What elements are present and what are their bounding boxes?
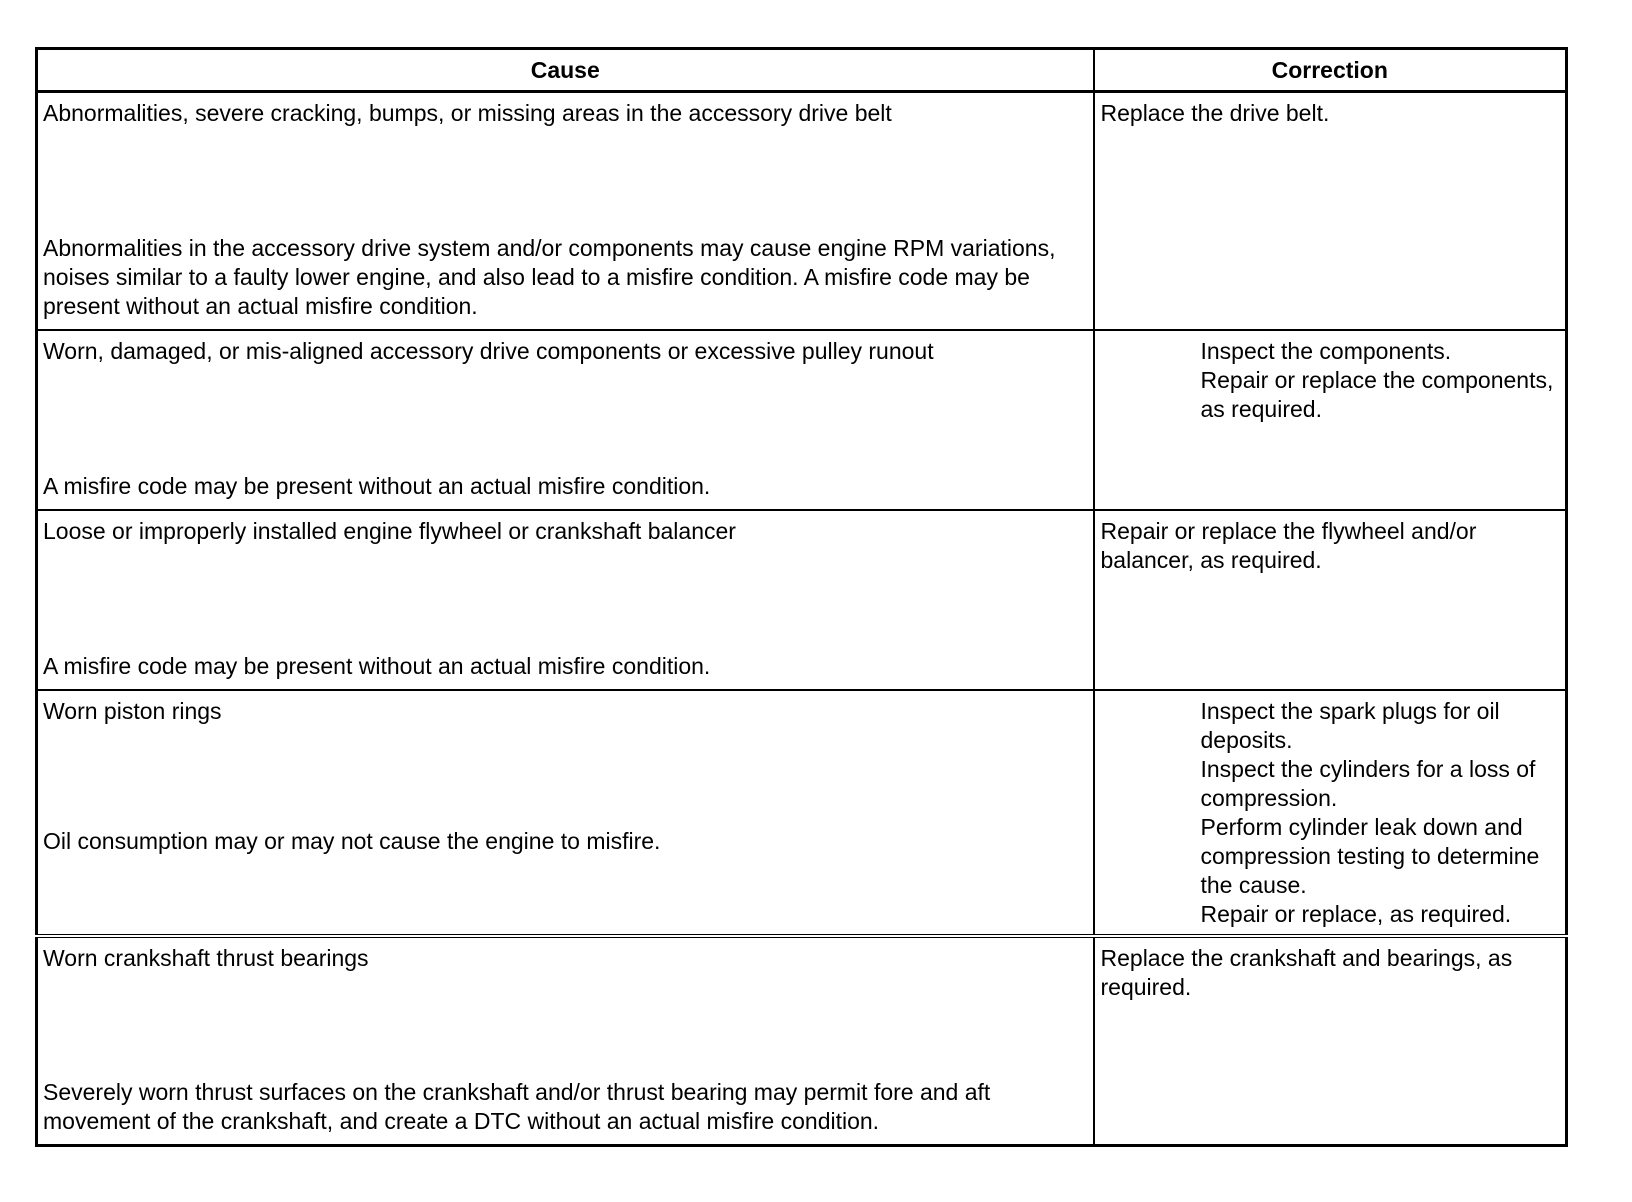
correction-line: Repair or replace the flywheel and/or balancer, as required. xyxy=(1100,518,1477,573)
cause-note: A misfire code may be present without an actual misfire condition. xyxy=(43,653,711,679)
correction-line: Inspect the cylinders for a loss of compression. xyxy=(1200,756,1536,811)
cause-text: Worn crankshaft thrust bearings xyxy=(43,945,369,971)
table-row xyxy=(37,936,1567,1146)
cause-note: Oil consumption may or may not cause the engine to misfire. xyxy=(43,828,661,854)
table-row xyxy=(37,330,1567,510)
cause-cell xyxy=(37,330,1094,510)
cause-text: Loose or improperly installed engine flywheel or crankshaft balancer xyxy=(43,518,736,544)
table-row xyxy=(37,92,1567,331)
cause-cell xyxy=(37,936,1094,1146)
correction-cell xyxy=(1094,936,1567,1146)
cause-cell xyxy=(37,690,1094,936)
cause-header: Cause xyxy=(37,49,1094,92)
cause-note: Abnormalities in the accessory drive system and/or components may cause engine RPM variations, noises similar to a faulty lower engine, and also lead to a misfire condition. A misfire code may be present without an actual misfire condition. xyxy=(43,235,1056,319)
correction-line: Repair or replace, as required. xyxy=(1200,901,1512,927)
cause-correction-table xyxy=(35,47,1568,1147)
correction-cell xyxy=(1094,510,1567,690)
correction-line: Inspect the components. xyxy=(1200,338,1452,364)
correction-header: Correction xyxy=(1094,49,1567,92)
table-row xyxy=(37,690,1567,936)
cause-cell xyxy=(37,92,1094,331)
correction-cell xyxy=(1094,690,1567,936)
correction-line: Inspect the spark plugs for oil deposits. xyxy=(1200,698,1500,753)
table-row xyxy=(37,510,1567,690)
cause-note: Severely worn thrust surfaces on the crankshaft and/or thrust bearing may permit fore and aft movement of the crankshaft, and create a DTC without an actual misfire condition. xyxy=(43,1079,991,1134)
correction-line: Replace the crankshaft and bearings, as required. xyxy=(1100,945,1513,1000)
correction-line: Replace the drive belt. xyxy=(1100,100,1330,126)
correction-line: Perform cylinder leak down and compression testing to determine the cause. xyxy=(1200,814,1540,898)
cause-note: A misfire code may be present without an actual misfire condition. xyxy=(43,473,711,499)
correction-cell xyxy=(1094,330,1567,510)
cause-text: Worn piston rings xyxy=(43,698,222,724)
cause-text: Abnormalities, severe cracking, bumps, or missing areas in the accessory drive belt xyxy=(43,100,892,126)
correction-cell xyxy=(1094,92,1567,331)
cause-cell xyxy=(37,510,1094,690)
correction-line: Repair or replace the components, as required. xyxy=(1200,367,1554,422)
cause-text: Worn, damaged, or mis-aligned accessory drive components or excessive pulley runout xyxy=(43,338,934,364)
table-header-row xyxy=(37,49,1567,92)
